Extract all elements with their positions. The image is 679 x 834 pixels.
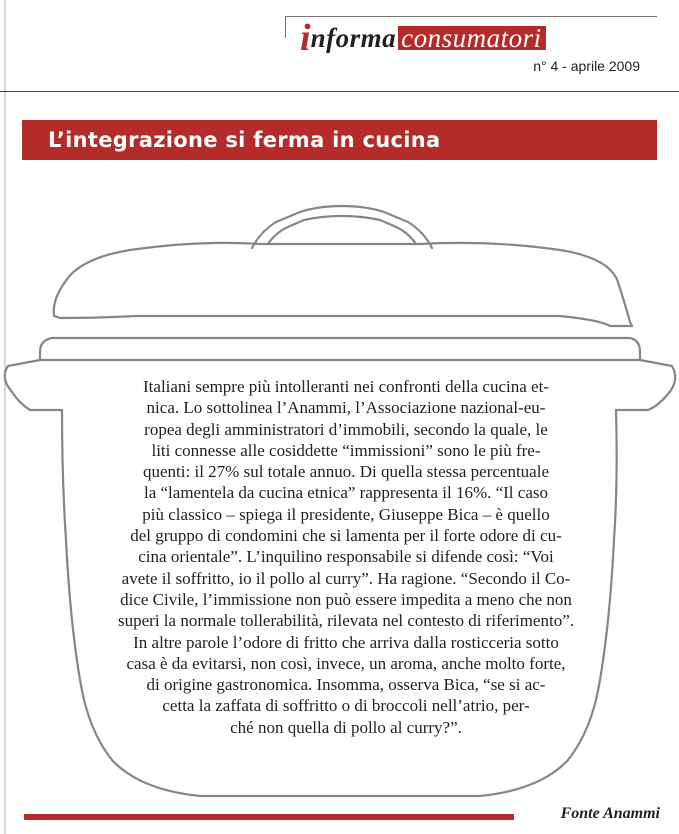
body-line: Italiani sempre più intolleranti nei confronti della cucina et-	[143, 377, 549, 396]
article-title-bar	[22, 120, 657, 160]
body-line: cetta la zaffata di soffritto o di broccoli nell’atrio, per-	[162, 696, 530, 716]
logo-initial: i	[300, 17, 311, 59]
header-top-rule	[285, 16, 657, 17]
pot-lid	[54, 243, 632, 326]
body-line: dice Civile, l’immissione non può essere impedita a meno che non	[120, 589, 572, 609]
footer-bar	[24, 814, 514, 820]
body-line: più classico – spiega il presidente, Giuseppe Bica – è quello	[142, 504, 550, 524]
body-line: del gruppo di condomini che si lamenta per il forte odore di cu-	[130, 526, 562, 546]
body-line: superi la normale tollerabilità, rilevata nel contesto di riferimento”.	[118, 611, 574, 631]
logo-informa: nforma	[310, 23, 397, 53]
body-line: In altre parole l’odore di fritto che arriva dalla rosticceria sotto	[133, 632, 559, 652]
body-line: avete il soffritto, io il pollo al curry”. Ha ragione. “Secondo il Co-	[121, 568, 571, 588]
body-line: nica. Lo sottolinea l’Anammi, l’Associazione nazional-eu-	[146, 398, 546, 418]
body-line: la “lamentela da cucina etnica” rappresenta il 16%. “Il caso	[143, 483, 548, 503]
body-line: di origine gastronomica. Insomma, osserva Bica, “se si ac-	[146, 675, 546, 695]
header-corner-rule	[285, 16, 286, 38]
body-line: ropea degli amministratori d’immobili, secondo la quale, le	[144, 419, 548, 439]
masthead-logo	[300, 17, 546, 59]
right-handle	[616, 360, 675, 410]
lid-knob	[252, 206, 432, 248]
body-line: ché non quella di pollo al curry?”.	[230, 717, 462, 737]
article-body	[68, 376, 624, 738]
logo-consumatori: consumatori	[398, 26, 546, 50]
header-rule	[0, 91, 679, 92]
pot-rim	[40, 338, 640, 360]
body-line: casa è da evitarsi, non così, invece, un aroma, anche molto forte,	[126, 653, 566, 673]
left-handle	[5, 360, 62, 410]
footer-source: Fonte Anammi	[560, 805, 660, 822]
body-line: liti connesse alle cosiddette “immissioni” sono le più fre-	[151, 440, 541, 460]
article-title: L’integrazione si ferma in cucina	[48, 128, 441, 152]
body-line: quenti: il 27% sul totale annuo. Di quella stessa percentuale	[143, 462, 549, 482]
body-line: cina orientale”. L’inquilino responsabile si difende così: “Voi	[138, 547, 554, 567]
lid-knob-inner	[268, 216, 416, 244]
issue-date: n° 4 - aprile 2009	[533, 58, 640, 74]
